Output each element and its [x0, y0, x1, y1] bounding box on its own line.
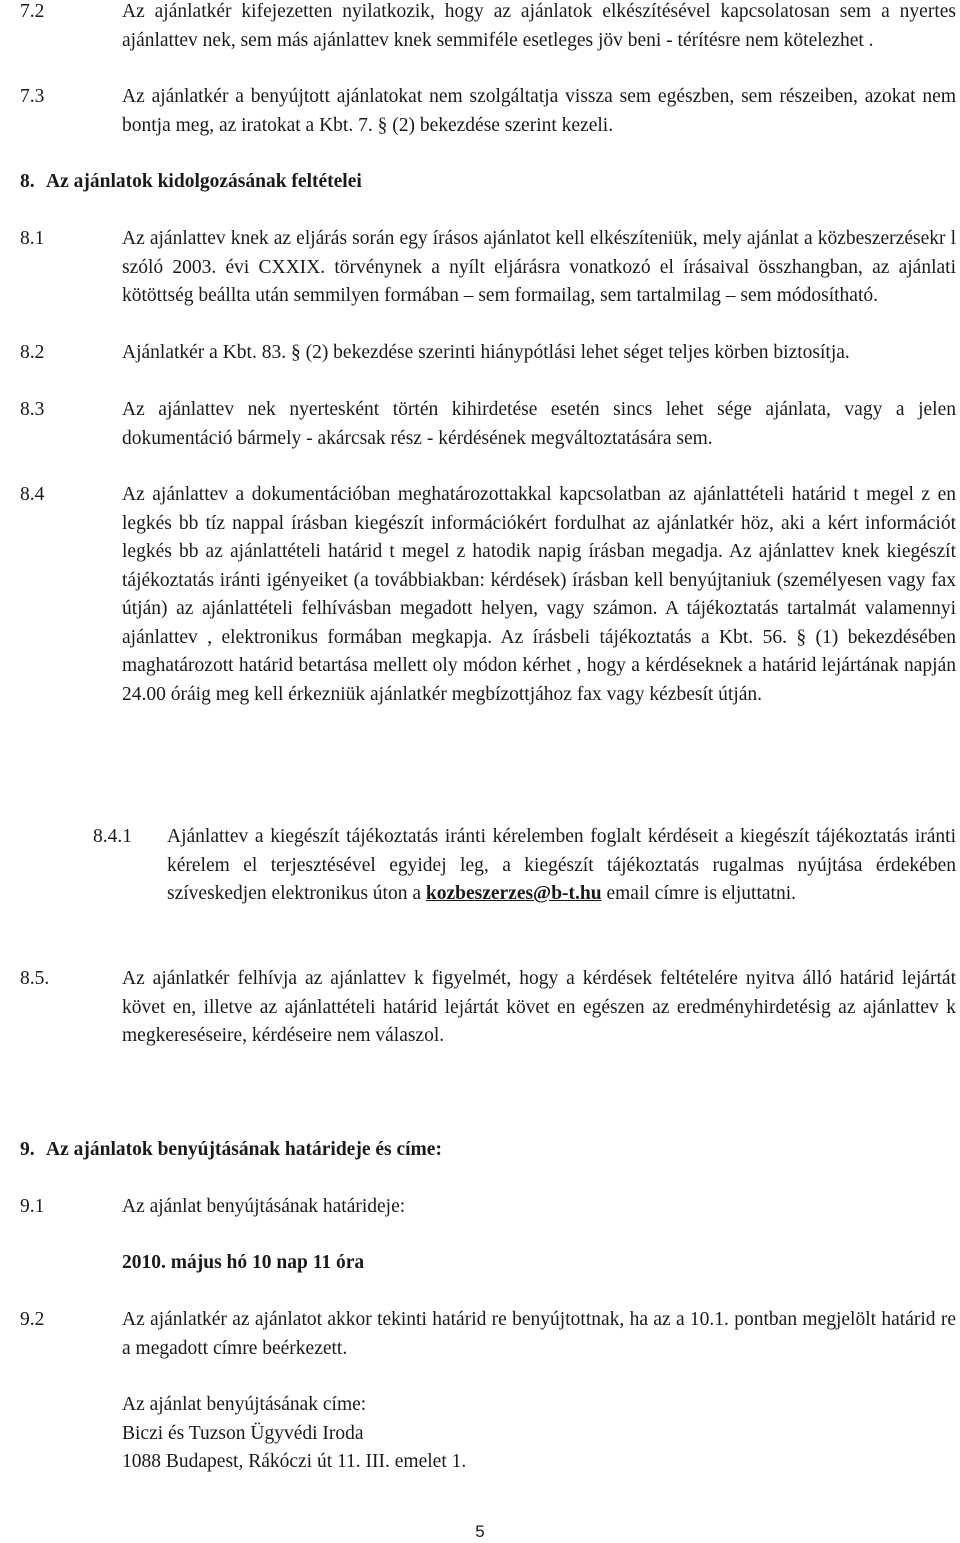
- heading-title: Az ajánlatok benyújtásának határideje és címe:: [46, 1139, 442, 1160]
- page-number: 5: [475, 1522, 485, 1541]
- section-number: 8.4.1: [93, 826, 132, 847]
- section-8-4-text: Az ajánlattev a dokumentációban meghatározottakkal kapcsolatban az ajánlattételi határid t megel z en legkés bb tíz nappal írásban kiegészít információkért fordulhat az ajánlatkér höz, aki a kért információt legkés bb az ajánlattételi határid t megel z hatodik napig írásban megadja. Az ajánlattev knek kiegészít tájékoztatás iránti igényeiket (a továbbiakban: kérdések) írásban kell benyújtaniuk (személyesen vagy fax útján) az ajánlattételi felhívásban megadott helyen, vagy számon. A tájékoztatás tartalmát valamennyi ajánlattev , elektronikus formában megkapja. Az írásbeli tájékoztatás a Kbt. 56. § (1) bekezdésében maghatározott határid betartása mellett oly módon kérhet , hogy a kérdéseknek a határid lejártának napján 24.00 óráig meg kell érkezniük ajánlatkér megbízottjához fax vagy kézbesít útján.: [122, 484, 956, 705]
- section-8-2-text: Ajánlatkér a Kbt. 83. § (2) bekezdése szerinti hiánypótlási lehet séget teljes körben biztosítja.: [122, 342, 850, 363]
- heading-title: Az ajánlatok kidolgozásának feltételei: [46, 171, 362, 192]
- address-name: Biczi és Tuzson Ügyvédi Iroda: [122, 1423, 364, 1444]
- heading-number: 8.: [20, 171, 35, 192]
- section-7-2-text: Az ajánlatkér kifejezetten nyilatkozik, hogy az ajánlatok elkészítésével kapcsolatosan sem a nyertes ajánlattev nek, sem más ajánlattev knek semmiféle esetleges jöv beni - térítésre nem kötelezhet .: [122, 1, 956, 51]
- section-number: 9.1: [20, 1196, 45, 1217]
- address-line: 1088 Budapest, Rákóczi út 11. III. emelet 1.: [122, 1451, 467, 1472]
- section-8-4-1-text: [167, 823, 956, 909]
- section-8-4-1-text-before: Ajánlattev a kiegészít tájékoztatás iránti kérelemben foglalt kérdéseit a kiegészít tájékoztatás iránti kérelem el terjesztésével egyidej leg, a kiegészít tájékoztatás rugalmas nyújtása érdekében szíveskedjen elektronikus úton a: [167, 826, 956, 904]
- section-number: 9.2: [20, 1309, 45, 1330]
- section-9-2-text: Az ajánlatkér az ajánlatot akkor tekinti határid re benyújtottnak, ha az a 10.1. pontban megjelölt határid re a megadott címre beérkezett.: [122, 1309, 956, 1359]
- section-8-5-text: Az ajánlatkér felhívja az ajánlattev k figyelmét, hogy a kérdések feltételére nyitva álló határid lejártát követ en, illetve az ajánlattételi határid lejártát követ en egészen az eredményhirdetésig az ajánlattev k megkereséseire, kérdéseire nem válaszol.: [122, 968, 956, 1046]
- email-link[interactable]: kozbeszerzes@b-t.hu: [425, 883, 602, 904]
- section-8-3-text: Az ajánlattev nek nyertesként történ kihirdetése esetén sincs lehet sége ajánlata, vagy a jelen dokumentáció bármely - akárcsak rész - kérdésének megváltoztatására sem.: [122, 399, 956, 449]
- section-7-3-text: Az ajánlatkér a benyújtott ajánlatokat nem szolgáltatja vissza sem egészben, sem részeiben, azokat nem bontja meg, az iratokat a Kbt. 7. § (2) bekezdése szerint kezeli.: [122, 86, 956, 136]
- section-number: 8.2: [20, 342, 45, 363]
- section-number: 8.1: [20, 228, 45, 249]
- heading-number: 9.: [20, 1139, 35, 1160]
- section-number: 8.5.: [20, 968, 50, 989]
- section-number: 7.2: [20, 1, 45, 22]
- section-number: 8.3: [20, 399, 45, 420]
- section-8-1-text: Az ajánlattev knek az eljárás során egy írásos ajánlatot kell elkészíteniük, mely ajánlat a közbeszerzésekr l szóló 2003. évi CXXIX. törvénynek a nyílt eljárásra vonatkozó el írásaival összhangban, az ajánlati kötöttség beállta után semmilyen formában – sem formailag, sem tartalmilag – sem módosítható.: [122, 228, 956, 306]
- section-9-1-text: Az ajánlat benyújtásának határideje:: [122, 1196, 406, 1217]
- address-label: Az ajánlat benyújtásának címe:: [122, 1394, 367, 1415]
- section-number: 8.4: [20, 484, 45, 505]
- section-8-4-1-text-after: email címre is eljuttatni.: [601, 883, 797, 904]
- deadline-value: 2010. május hó 10 nap 11 óra: [122, 1252, 365, 1273]
- section-number: 7.3: [20, 86, 45, 107]
